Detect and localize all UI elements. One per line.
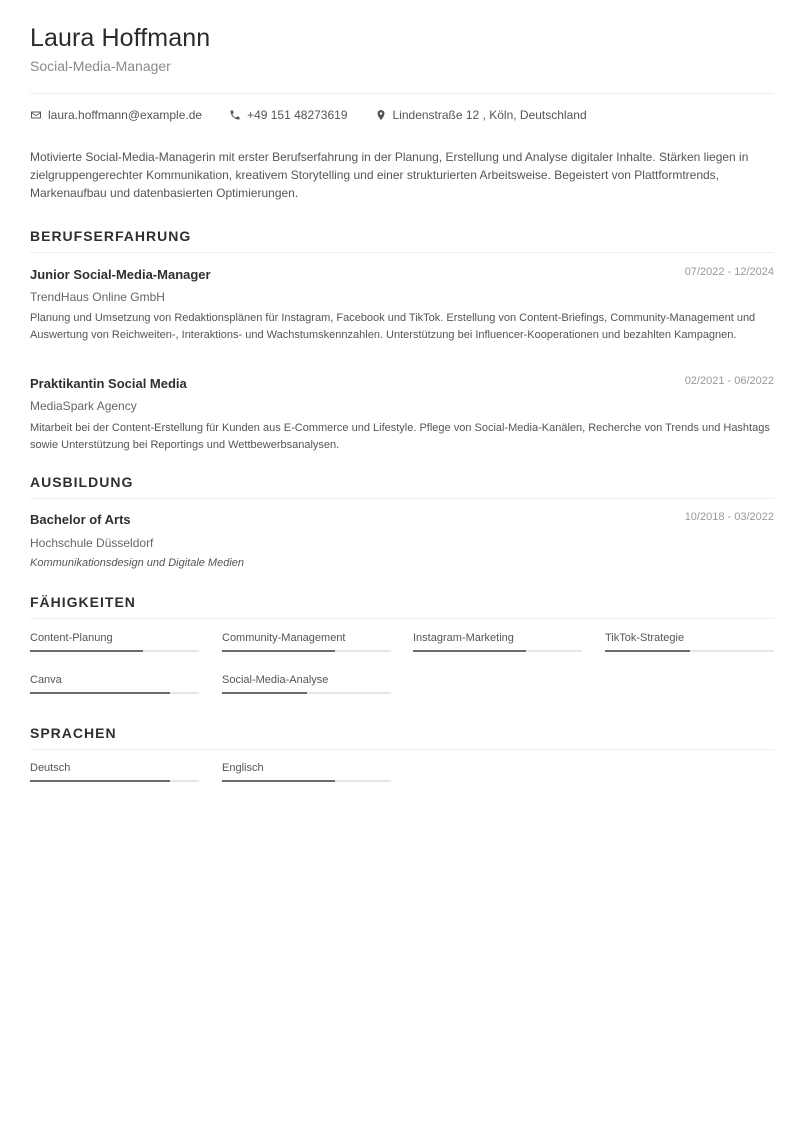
language-label: Deutsch — [30, 762, 71, 774]
skill-bar — [30, 692, 199, 694]
section-divider — [30, 498, 774, 499]
contact-email-text: laura.hoffmann@example.de — [48, 108, 203, 122]
header-divider — [30, 93, 774, 94]
skill-item — [30, 632, 199, 652]
experience-company: TrendHaus Online GmbH — [30, 290, 165, 304]
skill-bar — [413, 650, 582, 652]
skill-item — [413, 632, 582, 652]
section-divider — [30, 618, 774, 619]
skill-bar-fill — [222, 650, 335, 652]
job-title: Social-Media-Manager — [30, 58, 171, 74]
skill-bar — [30, 650, 199, 652]
skill-label: Community-Management — [222, 632, 346, 644]
education-school: Hochschule Düsseldorf — [30, 536, 154, 550]
contact-address-text: Lindenstraße 12 , Köln, Deutschland — [392, 108, 587, 122]
contact-bar — [30, 108, 614, 122]
language-item — [222, 762, 391, 782]
experience-description: Planung und Umsetzung von Redaktionsplänen für Instagram, Facebook und TikTok. Erstellung von Content-Briefings, Community-Management und Auswertung von Reichweiten-, Interaktions- und Wachstumskennzahlen. Unterstützung bei Influencer-Kooperationen und bezahlten Kampagnen. — [30, 312, 756, 341]
skill-bar-fill — [413, 650, 526, 652]
skill-label: Canva — [30, 674, 62, 686]
contact-address — [375, 108, 587, 122]
phone-icon — [229, 109, 241, 121]
education-degree: Bachelor of Arts — [30, 512, 131, 527]
experience-company: MediaSpark Agency — [30, 399, 137, 413]
contact-phone[interactable] — [229, 108, 347, 122]
skill-label: Instagram-Marketing — [413, 632, 514, 644]
skill-item — [605, 632, 774, 652]
section-title-skills: FÄHIGKEITEN — [30, 594, 136, 610]
skill-bar — [222, 650, 391, 652]
education-field: Kommunikationsdesign und Digitale Medien — [30, 557, 245, 569]
skill-item — [30, 674, 199, 694]
skill-bar — [605, 650, 774, 652]
skill-bar-fill — [222, 692, 307, 694]
language-item — [30, 762, 199, 782]
section-divider — [30, 749, 774, 750]
mail-icon — [30, 109, 42, 121]
experience-role: Praktikantin Social Media — [30, 376, 187, 391]
skill-label: Content-Planung — [30, 632, 113, 644]
contact-email[interactable] — [30, 108, 202, 122]
language-bar-fill — [222, 780, 335, 782]
skill-item — [222, 674, 391, 694]
skill-item — [222, 632, 391, 652]
section-title-experience: BERUFSERFAHRUNG — [30, 228, 192, 244]
skill-bar — [222, 692, 391, 694]
section-divider — [30, 252, 774, 253]
section-title-languages: SPRACHEN — [30, 725, 117, 741]
experience-role: Junior Social-Media-Manager — [30, 267, 211, 282]
location-pin-icon — [375, 109, 387, 121]
skill-bar-fill — [605, 650, 690, 652]
language-bar-fill — [30, 780, 170, 782]
contact-phone-text: +49 151 48273619 — [247, 108, 348, 122]
profile-summary: Motivierte Social-Media-Managerin mit erster Berufserfahrung in der Planung, Erstellung und Analyse digitaler Inhalte. Stärken liegen in zielgruppengerechter Kommunikation, kreativem Storytelling und einer strukturierten Arbeitsweise. Begeistert von Plattformtrends, Markenaufbau und datenbasierten Optimierungen. — [30, 150, 749, 200]
skill-bar-fill — [30, 650, 143, 652]
experience-dates: 02/2021 - 06/2022 — [684, 375, 774, 387]
skill-label: Social-Media-Analyse — [222, 674, 329, 686]
education-dates: 10/2018 - 03/2022 — [684, 511, 774, 523]
person-name: Laura Hoffmann — [30, 24, 211, 52]
section-title-education: AUSBILDUNG — [30, 474, 134, 490]
skill-bar-fill — [30, 692, 170, 694]
experience-dates: 07/2022 - 12/2024 — [684, 266, 774, 278]
skill-label: TikTok-Strategie — [605, 632, 685, 644]
experience-description: Mitarbeit bei der Content-Erstellung für Kunden aus E-Commerce und Lifestyle. Pflege von Social-Media-Kanälen, Recherche von Trends und Hashtags sowie Unterstützung bei Reportings und Wettbewerbsanalysen. — [30, 422, 770, 451]
language-bar — [222, 780, 391, 782]
language-label: Englisch — [222, 762, 264, 774]
language-bar — [30, 780, 199, 782]
